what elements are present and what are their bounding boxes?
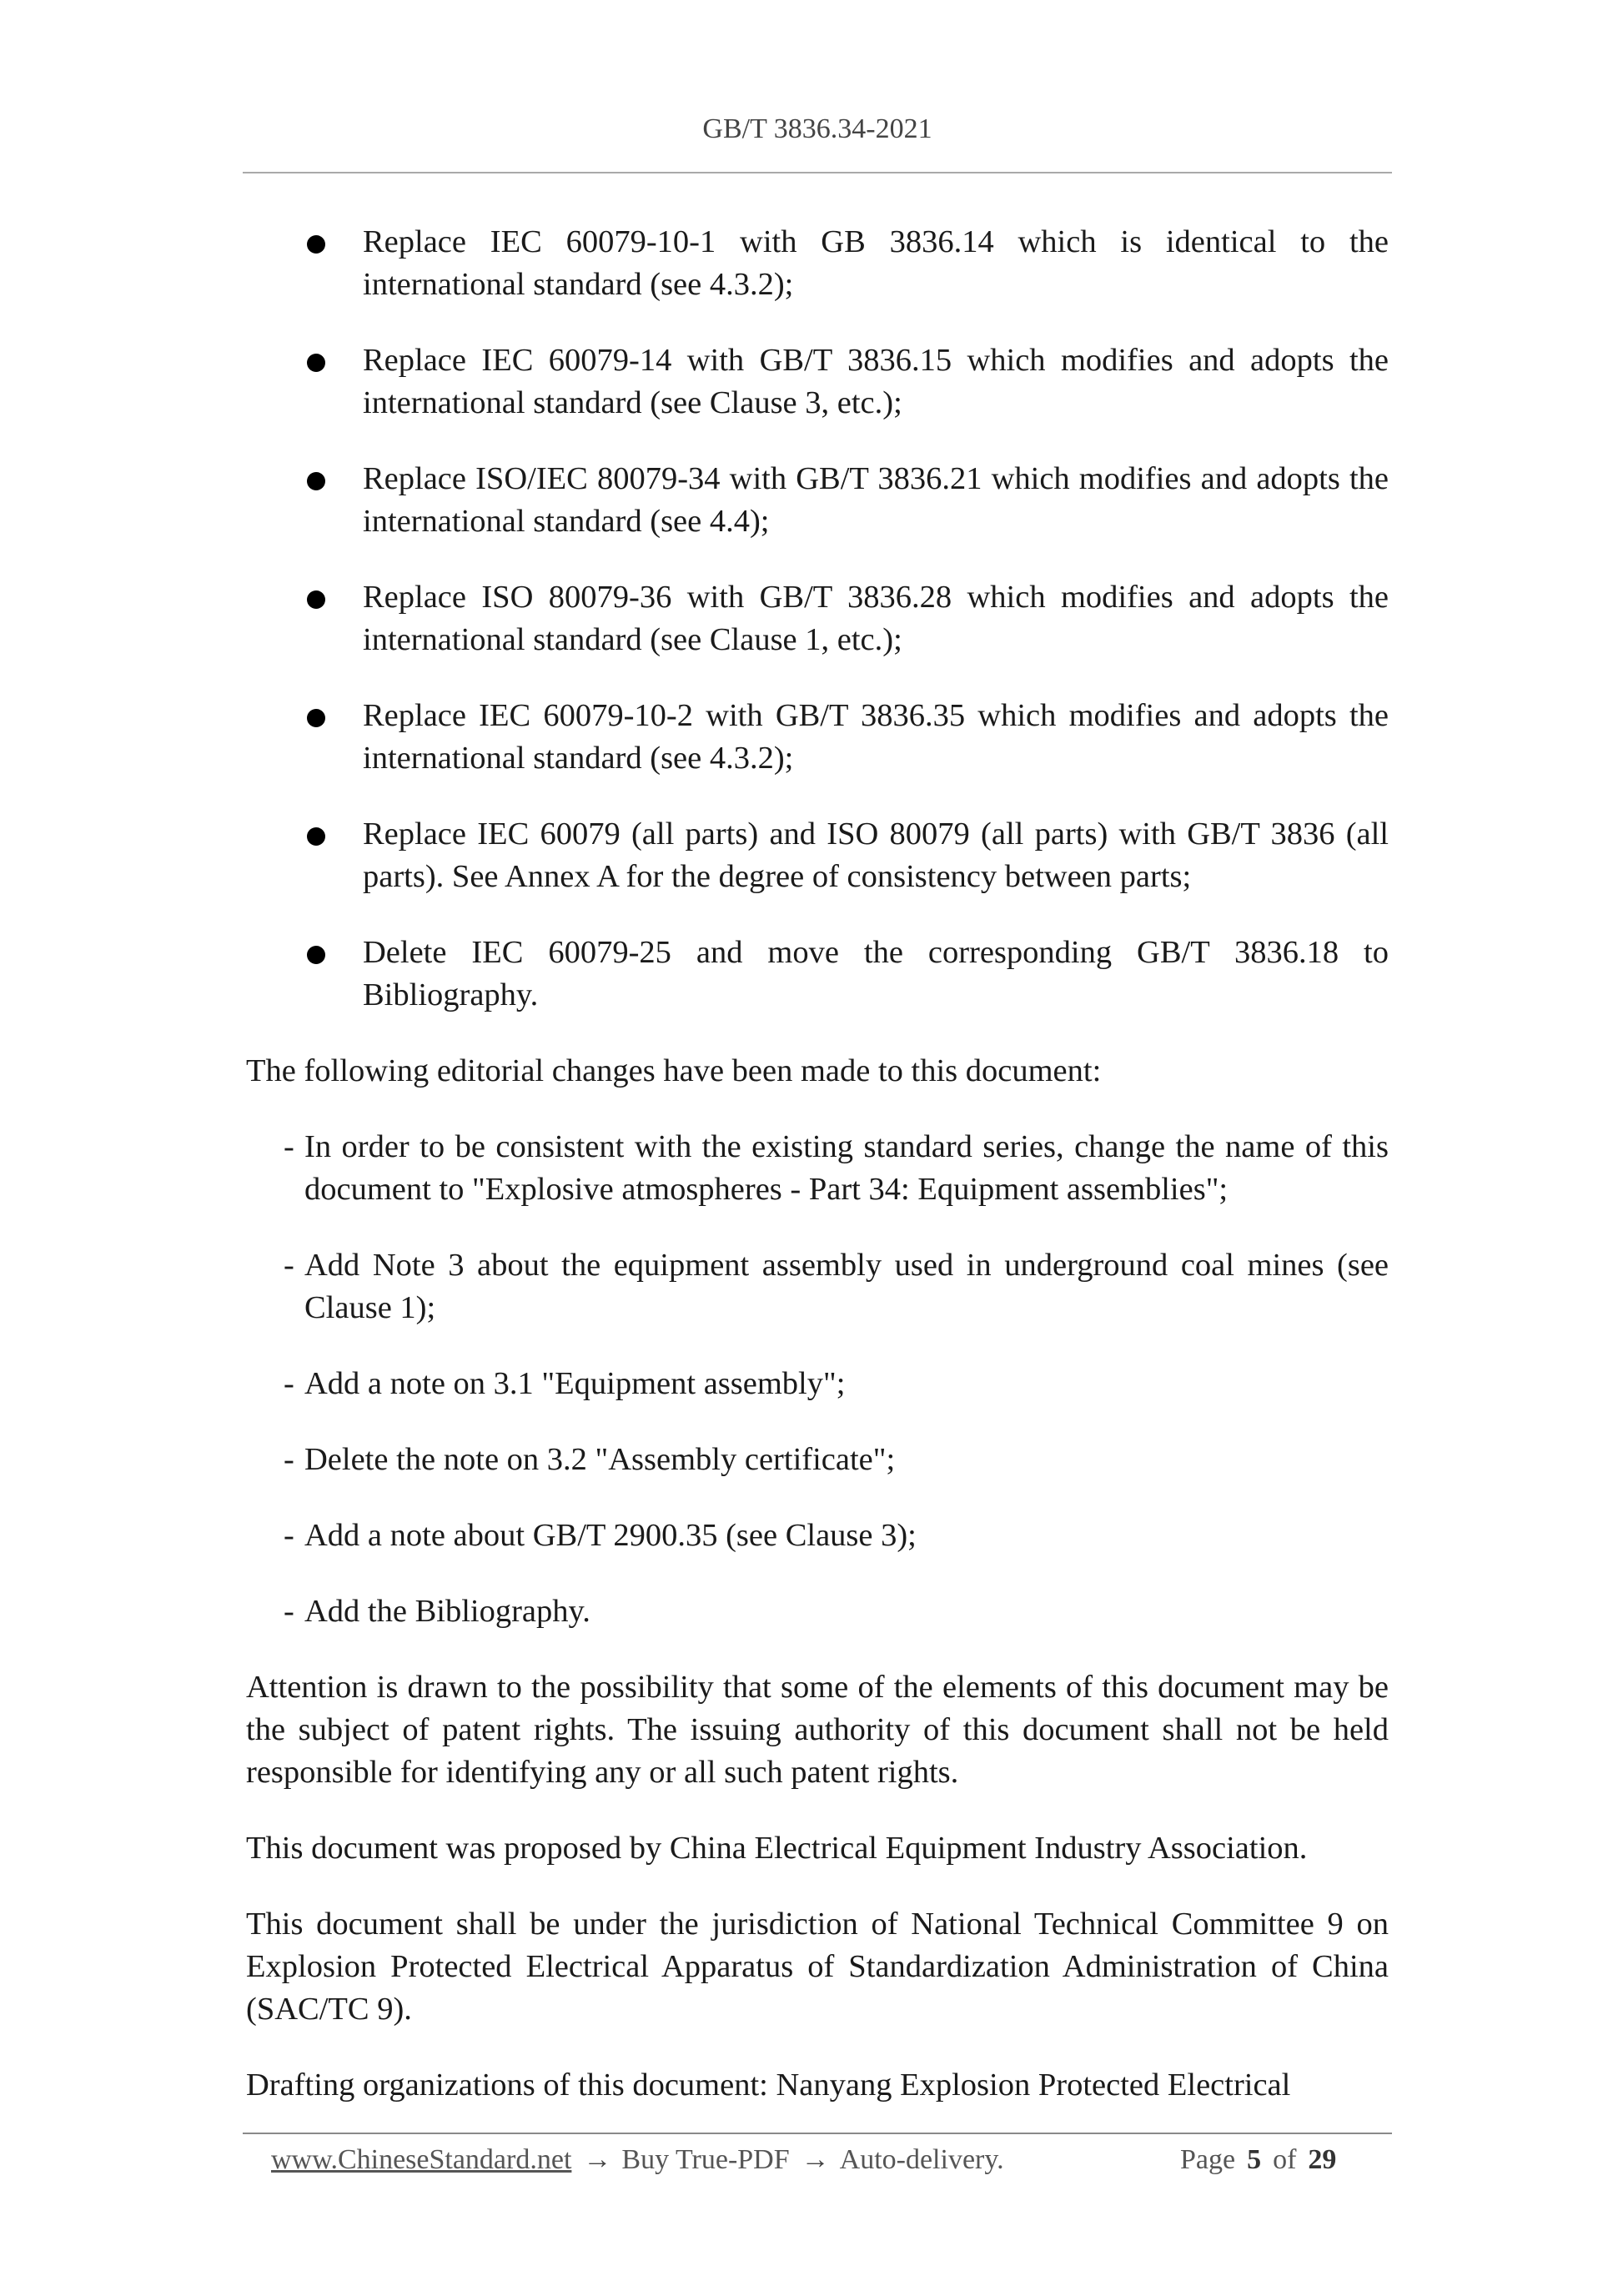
bullet-text: Replace IEC 60079-10-1 with GB 3836.14 which is identical to the international standard (see 4.3.2); (363, 224, 1389, 302)
editorial-item (246, 1244, 1389, 1329)
dash-marker: - (284, 1518, 294, 1553)
bullet-item (246, 221, 1389, 306)
bullet-text: Replace ISO 80079-36 with GB/T 3836.28 which modifies and adopts the international standard (see Clause 1, etc.); (363, 580, 1389, 657)
bullet-dot-icon (307, 827, 325, 846)
bullet-dot-icon (307, 472, 325, 490)
bullet-text: Replace IEC 60079 (all parts) and ISO 80079 (all parts) with GB/T 3836 (all parts). See Annex A for the degree of consistency between parts; (363, 816, 1389, 894)
dash-marker: - (284, 1248, 294, 1283)
header-divider (243, 172, 1392, 173)
bullet-text: Replace ISO/IEC 80079-34 with GB/T 3836.21 which modifies and adopts the international standard (see 4.4); (363, 461, 1389, 539)
bullet-dot-icon (307, 946, 325, 964)
bullet-dot-icon (307, 354, 325, 372)
page-footer (271, 2144, 1355, 2176)
bullet-dot-icon (307, 709, 325, 727)
page-label: Page (1180, 2144, 1236, 2175)
editorial-text: Add a note on 3.1 "Equipment assembly"; (304, 1366, 846, 1401)
buy-pdf-text: Buy True-PDF (621, 2144, 790, 2175)
proposed-paragraph: This document was proposed by China Electrical Equipment Industry Association. (246, 1831, 1308, 1866)
editorial-item (246, 1515, 1389, 1557)
page-total: 29 (1308, 2144, 1337, 2175)
bullet-dot-icon (307, 590, 325, 609)
bullet-item (246, 339, 1389, 425)
editorial-item (246, 1439, 1389, 1481)
bullet-item (246, 576, 1389, 661)
arrow-right-icon: → (583, 2144, 612, 2175)
website-link[interactable]: www.ChineseStandard.net (271, 2144, 572, 2175)
bullet-text: Replace IEC 60079-10-2 with GB/T 3836.35 which modifies and adopts the international standard (see 4.3.2); (363, 698, 1389, 776)
bullet-item (246, 932, 1389, 1017)
of-label: of (1273, 2144, 1297, 2175)
editorial-text: In order to be consistent with the existing standard series, change the name of this document to "Explosive atmospheres - Part 34: Equipment assemblies"; (304, 1129, 1389, 1207)
jurisdiction-paragraph: This document shall be under the jurisdiction of National Technical Committee 9 on Explosion Protected Electrical Apparatus of Standardization Administration of China (SAC/TC 9). (246, 1907, 1389, 2027)
bullet-item (246, 458, 1389, 543)
change-bullet-list (246, 221, 1389, 1017)
editorial-text: Add a note about GB/T 2900.35 (see Clause 3); (304, 1518, 917, 1553)
bullet-text: Delete IEC 60079-25 and move the corresponding GB/T 3836.18 to Bibliography. (363, 935, 1389, 1012)
editorial-intro: The following editorial changes have been made to this document: (246, 1053, 1102, 1088)
page-indicator (1180, 2144, 1348, 2176)
page-header: GB/T 3836.34-2021 (702, 113, 932, 144)
auto-delivery-text: Auto-delivery. (839, 2144, 1004, 2175)
editorial-text: Delete the note on 3.2 "Assembly certificate"; (304, 1442, 896, 1477)
editorial-text: Add the Bibliography. (304, 1594, 590, 1629)
document-body (246, 221, 1389, 2140)
editorial-item (246, 1590, 1389, 1633)
editorial-item (246, 1363, 1389, 1405)
arrow-right-icon: → (801, 2144, 830, 2175)
footer-divider (243, 2133, 1392, 2134)
dash-marker: - (284, 1129, 294, 1164)
dash-marker: - (284, 1442, 294, 1477)
dash-marker: - (284, 1594, 294, 1629)
bullet-item (246, 695, 1389, 780)
patent-paragraph: Attention is drawn to the possibility that some of the elements of this document may be the subject of patent rights. The issuing authority of this document shall not be held responsible for identifying any or all such patent rights. (246, 1670, 1389, 1790)
bullet-item (246, 813, 1389, 898)
dash-marker: - (284, 1366, 294, 1401)
bullet-dot-icon (307, 235, 325, 254)
bullet-text: Replace IEC 60079-14 with GB/T 3836.15 which modifies and adopts the international standard (see Clause 3, etc.); (363, 343, 1389, 420)
editorial-change-list (246, 1126, 1389, 1633)
editorial-item (246, 1126, 1389, 1211)
page-current: 5 (1247, 2144, 1262, 2175)
editorial-text: Add Note 3 about the equipment assembly used in underground coal mines (see Clause 1); (304, 1248, 1389, 1325)
drafting-paragraph: Drafting organizations of this document: Nanyang Explosion Protected Electrical (246, 2067, 1291, 2103)
